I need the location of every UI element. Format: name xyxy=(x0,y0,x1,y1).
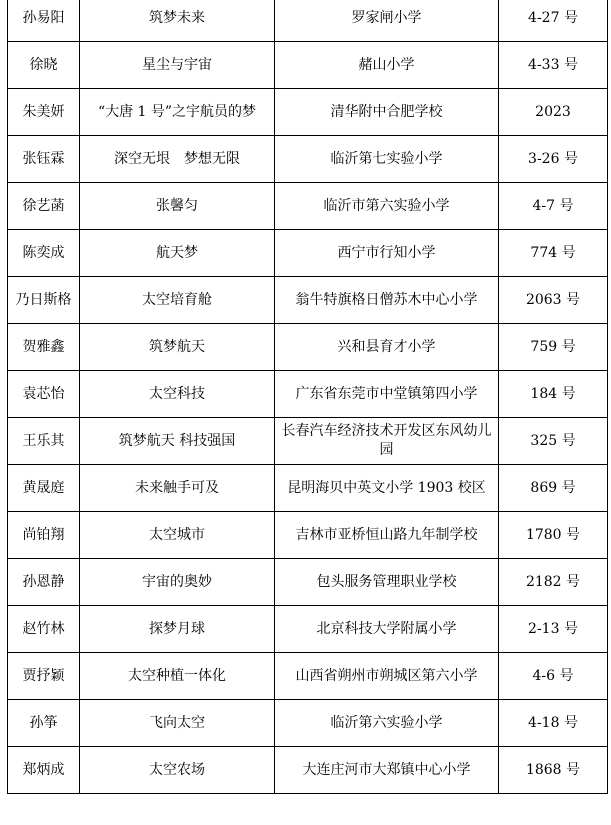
table-row xyxy=(8,606,608,653)
table-row xyxy=(8,559,608,606)
school-name-cell: 临沂第七实验小学 xyxy=(275,136,499,183)
awards-table xyxy=(7,0,608,794)
table-row xyxy=(8,42,608,89)
school-name-cell: 翁牛特旗格日僧苏木中心小学 xyxy=(275,277,499,324)
entry-number-cell: 1868 号 xyxy=(499,747,608,794)
work-title-cell: 星尘与宇宙 xyxy=(80,42,275,89)
school-name-cell: 长春汽车经济技术开发区东风幼儿园 xyxy=(275,418,499,465)
entry-number-cell: 4-33 号 xyxy=(499,42,608,89)
table-row xyxy=(8,747,608,794)
entry-number-cell: 2-13 号 xyxy=(499,606,608,653)
entry-number-cell: 184 号 xyxy=(499,371,608,418)
entry-number-cell: 1780 号 xyxy=(499,512,608,559)
school-name-cell: 包头服务管理职业学校 xyxy=(275,559,499,606)
school-name-cell: 北京科技大学附属小学 xyxy=(275,606,499,653)
entry-number-cell: 4-27 号 xyxy=(499,0,608,42)
work-title-cell: 深空无垠 梦想无限 xyxy=(80,136,275,183)
student-name-cell: 朱美妍 xyxy=(8,89,80,136)
table-row xyxy=(8,700,608,747)
student-name-cell: 徐艺菡 xyxy=(8,183,80,230)
school-name-cell: 临沂第六实验小学 xyxy=(275,700,499,747)
student-name-cell: 王乐其 xyxy=(8,418,80,465)
table-body xyxy=(8,0,608,794)
table-row xyxy=(8,512,608,559)
school-name-cell: 罗家闸小学 xyxy=(275,0,499,42)
entry-number-cell: 2063 号 xyxy=(499,277,608,324)
school-name-cell: 广东省东莞市中堂镇第四小学 xyxy=(275,371,499,418)
table-row xyxy=(8,136,608,183)
table-row xyxy=(8,371,608,418)
student-name-cell: 郑炳成 xyxy=(8,747,80,794)
student-name-cell: 孙恩静 xyxy=(8,559,80,606)
entry-number-cell: 774 号 xyxy=(499,230,608,277)
school-name-cell: 兴和县育才小学 xyxy=(275,324,499,371)
student-name-cell: 袁芯怡 xyxy=(8,371,80,418)
work-title-cell: 太空种植一体化 xyxy=(80,653,275,700)
work-title-cell: 筑梦未来 xyxy=(80,0,275,42)
entry-number-cell: 2182 号 xyxy=(499,559,608,606)
table-row xyxy=(8,418,608,465)
entry-number-cell: 4-7 号 xyxy=(499,183,608,230)
entry-number-cell: 325 号 xyxy=(499,418,608,465)
student-name-cell: 徐晓 xyxy=(8,42,80,89)
work-title-cell: 筑梦航天 xyxy=(80,324,275,371)
student-name-cell: 赵竹林 xyxy=(8,606,80,653)
table-row xyxy=(8,277,608,324)
entry-number-cell: 2023 xyxy=(499,89,608,136)
student-name-cell: 贺雅鑫 xyxy=(8,324,80,371)
table-row xyxy=(8,0,608,42)
work-title-cell: 未来触手可及 xyxy=(80,465,275,512)
school-name-cell: 西宁市行知小学 xyxy=(275,230,499,277)
work-title-cell: 太空城市 xyxy=(80,512,275,559)
entry-number-cell: 869 号 xyxy=(499,465,608,512)
work-title-cell: 航天梦 xyxy=(80,230,275,277)
entry-number-cell: 4-6 号 xyxy=(499,653,608,700)
table-row xyxy=(8,89,608,136)
student-name-cell: 陈奕成 xyxy=(8,230,80,277)
student-name-cell: 尚铂翔 xyxy=(8,512,80,559)
work-title-cell: 张馨匀 xyxy=(80,183,275,230)
student-name-cell: 孙筝 xyxy=(8,700,80,747)
work-title-cell: “大唐 1 号”之宇航员的梦 xyxy=(80,89,275,136)
work-title-cell: 探梦月球 xyxy=(80,606,275,653)
school-name-cell: 山西省朔州市朔城区第六小学 xyxy=(275,653,499,700)
student-name-cell: 黄晟庭 xyxy=(8,465,80,512)
table-row xyxy=(8,653,608,700)
work-title-cell: 太空培育舱 xyxy=(80,277,275,324)
work-title-cell: 筑梦航天 科技强国 xyxy=(80,418,275,465)
school-name-cell: 吉林市亚桥恒山路九年制学校 xyxy=(275,512,499,559)
school-name-cell: 大连庄河市大郑镇中心小学 xyxy=(275,747,499,794)
table-row xyxy=(8,183,608,230)
entry-number-cell: 3-26 号 xyxy=(499,136,608,183)
entry-number-cell: 759 号 xyxy=(499,324,608,371)
student-name-cell: 张钰霖 xyxy=(8,136,80,183)
student-name-cell: 贾抒颖 xyxy=(8,653,80,700)
work-title-cell: 飞向太空 xyxy=(80,700,275,747)
work-title-cell: 太空农场 xyxy=(80,747,275,794)
student-name-cell: 乃日斯格 xyxy=(8,277,80,324)
school-name-cell: 清华附中合肥学校 xyxy=(275,89,499,136)
entry-number-cell: 4-18 号 xyxy=(499,700,608,747)
work-title-cell: 宇宙的奥妙 xyxy=(80,559,275,606)
school-name-cell: 昆明海贝中英文小学 1903 校区 xyxy=(275,465,499,512)
work-title-cell: 太空科技 xyxy=(80,371,275,418)
school-name-cell: 临沂市第六实验小学 xyxy=(275,183,499,230)
student-name-cell: 孙易阳 xyxy=(8,0,80,42)
table-row xyxy=(8,230,608,277)
school-name-cell: 赭山小学 xyxy=(275,42,499,89)
table-row xyxy=(8,465,608,512)
table-row xyxy=(8,324,608,371)
